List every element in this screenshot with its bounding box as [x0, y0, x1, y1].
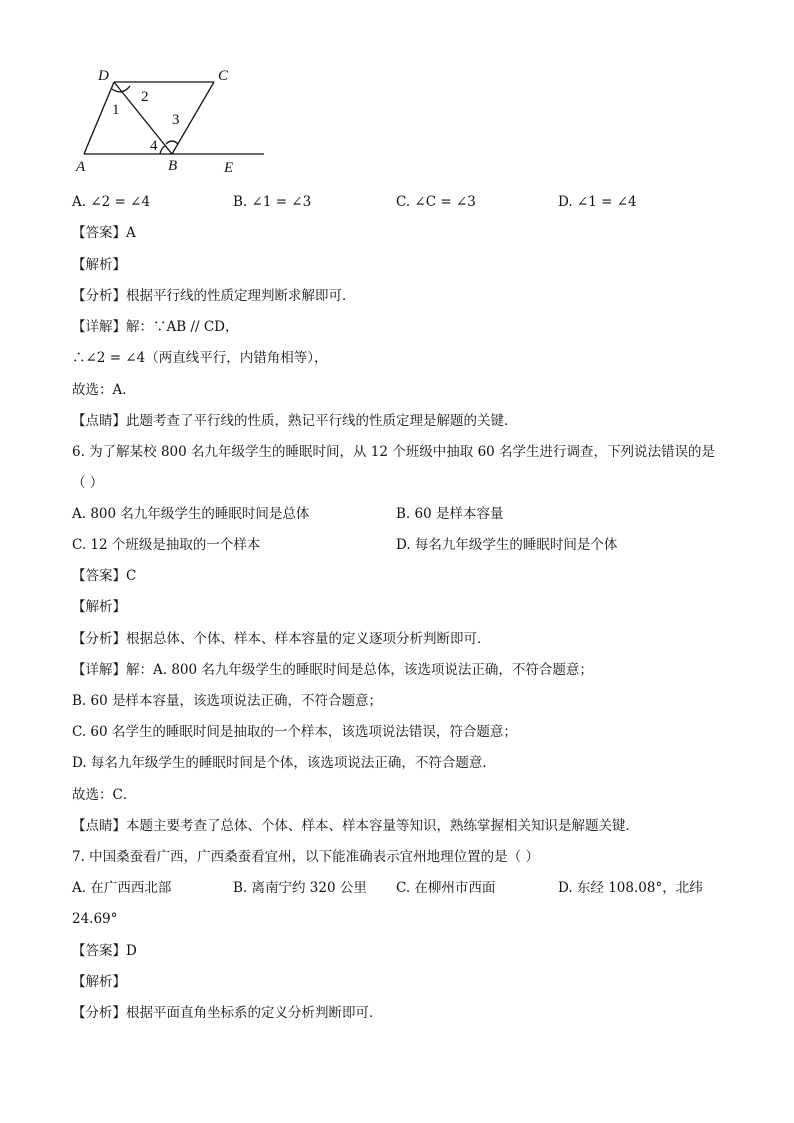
q6-line-b: B. 60 是样本容量，该选项说法正确，不符合题意；: [72, 693, 382, 709]
angle-label-2: 2: [141, 89, 149, 105]
vertex-label-a: A: [76, 159, 86, 175]
q6-option-d: D. 每名九年级学生的睡眠时间是个体: [396, 537, 618, 553]
q7-analysis-heading: 【解析】: [72, 974, 126, 990]
angle-label-4: 4: [150, 138, 158, 154]
q6-stem-paren: （ ）: [72, 475, 104, 491]
q7-option-b: B. 离南宁约 320 公里: [233, 880, 367, 896]
q7-option-d-cont: 24.69°: [72, 911, 118, 927]
q5-analysis-heading: 【解析】: [72, 257, 126, 273]
q7-fenxi: 【分析】根据平面直角坐标系的定义分析判断即可．: [72, 1005, 383, 1021]
q7-option-a: A. 在广西西北部: [72, 880, 172, 896]
vertex-label-e: E: [224, 160, 234, 176]
q7-option-d: D. 东经 108.08°，北纬: [558, 880, 703, 896]
q5-option-b: B. ∠1 = ∠3: [233, 194, 312, 210]
q5-xiangjie: 【详解】解：∵AB // CD，: [72, 319, 239, 335]
q6-dianjing: 【点睛】本题主要考查了总体、个体、样本、样本容量等知识，熟练掌握相关知识是解题关键．: [72, 818, 639, 834]
vertex-label-b: B: [168, 158, 178, 174]
q7-stem: 7. 中国桑蚕看广西，广西桑蚕看宜州，以下能准确表示宜州地理位置的是（ ）: [72, 849, 539, 865]
q6-option-c: C. 12 个班级是抽取的一个样本: [72, 537, 261, 553]
q5-option-d: D. ∠1 = ∠4: [558, 194, 637, 210]
parallelogram-figure: [72, 64, 272, 176]
q6-option-a: A. 800 名九年级学生的睡眠时间是总体: [72, 506, 310, 522]
q6-xiangjie: 【详解】解：A. 800 名九年级学生的睡眠时间是总体，该选项说法正确，不符合题意；: [72, 662, 593, 678]
q6-stem: 6. 为了解某校 800 名九年级学生的睡眠时间，从 12 个班级中抽取 60 名学生进行调查，下列说法错误的是: [72, 444, 716, 460]
q7-option-c: C. 在柳州市西面: [396, 880, 496, 896]
q6-line-d: D. 每名九年级学生的睡眠时间是个体，该选项说法正确，不符合题意．: [72, 755, 496, 771]
q6-analysis-heading: 【解析】: [72, 599, 126, 615]
angle-arc-b: [166, 141, 178, 144]
q5-dianjing: 【点睛】此题考查了平行线的性质，熟记平行线的性质定理是解题的关键．: [72, 413, 518, 429]
q5-option-c: C. ∠C = ∠3: [396, 194, 476, 210]
q5-answer: 【答案】A: [72, 225, 136, 241]
q5-fenxi: 【分析】根据平行线的性质定理判断求解即可．: [72, 288, 356, 304]
q5-step1: ∴∠2 = ∠4（两直线平行，内错角相等），: [72, 350, 328, 366]
q6-line-c: C. 60 名学生的睡眠时间是抽取的一个样本，该选项说法错误，符合题意；: [72, 724, 517, 740]
angle-arc-b4: [160, 146, 166, 154]
vertex-label-c: C: [218, 68, 229, 84]
angle-label-1: 1: [112, 102, 120, 118]
segment-ad: [84, 82, 114, 154]
q6-answer: 【答案】C: [72, 568, 137, 584]
vertex-label-d: D: [98, 68, 109, 84]
angle-label-3: 3: [172, 112, 180, 128]
q6-fenxi: 【分析】根据总体、个体、样本、样本容量的定义逐项分析判断即可．: [72, 631, 491, 647]
q6-option-b: B. 60 是样本容量: [396, 506, 504, 522]
q5-option-a: A. ∠2 = ∠4: [72, 194, 151, 210]
q7-answer: 【答案】D: [72, 943, 137, 959]
q6-choose: 故选：C．: [72, 787, 137, 803]
q5-choose: 故选：A．: [72, 382, 136, 398]
